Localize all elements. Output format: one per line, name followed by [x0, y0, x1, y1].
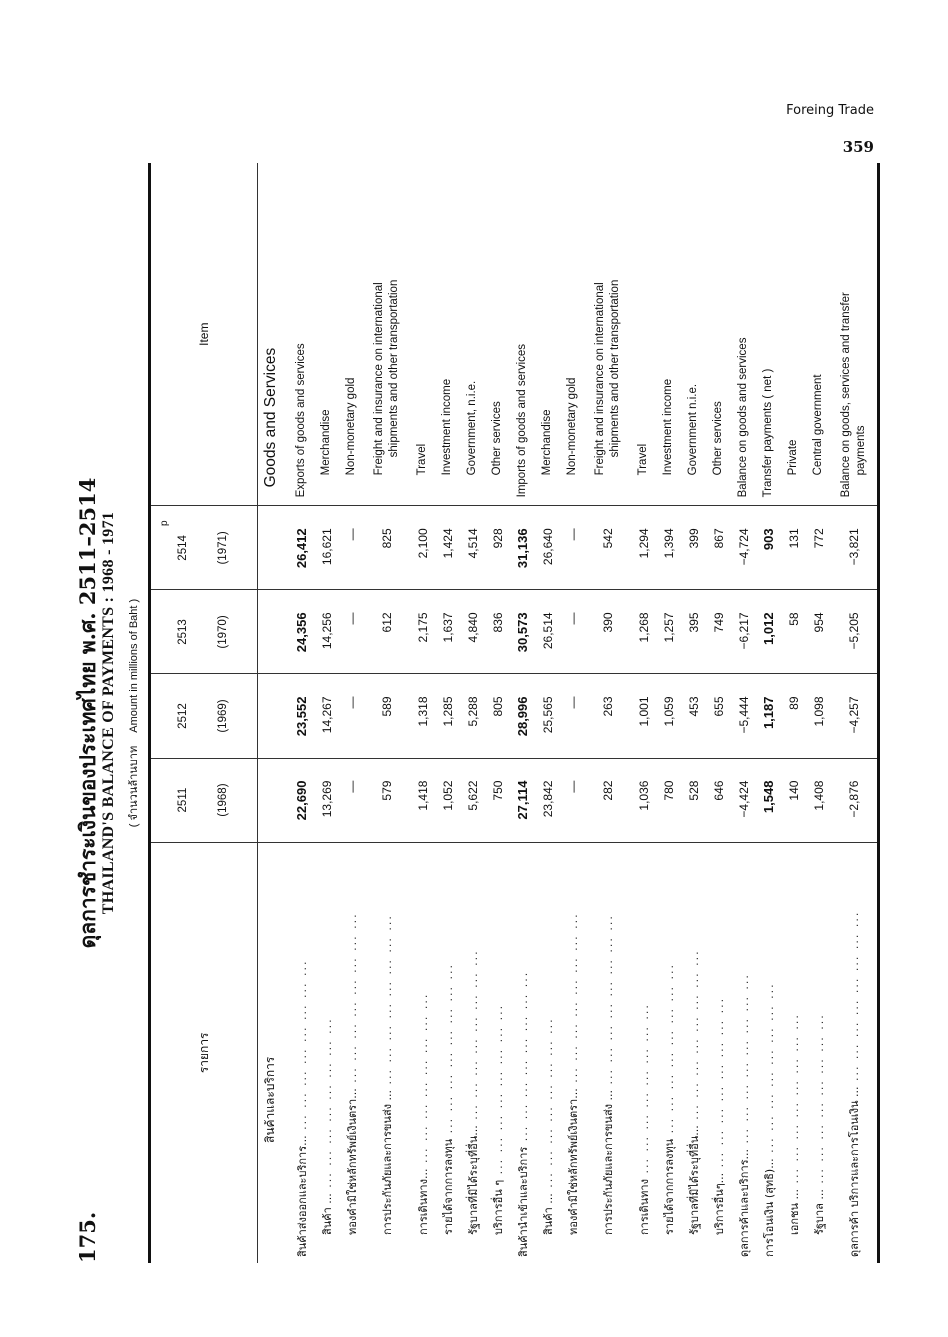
leader-dots: ... ... ... ... ... ... ... ...: [737, 973, 751, 1149]
value-cell: 612: [364, 590, 410, 674]
table-row: [460, 163, 485, 1263]
row-label-english-text: Government n.i.e.: [687, 383, 699, 476]
row-label-thai: [289, 842, 314, 1263]
value-cell: 58: [781, 590, 806, 674]
value-cell: 1,098: [806, 674, 831, 758]
value-cell: −4,424: [731, 758, 756, 842]
year-ad: (1971): [217, 531, 229, 565]
header-row: [150, 163, 258, 1263]
units-thai: ( จำนวนล้านบาท: [128, 745, 140, 828]
table-row: [756, 163, 781, 1263]
value-cell: 22,690: [289, 758, 314, 842]
balance-of-payments-table: [148, 163, 880, 1263]
value-cell: 2,175: [410, 590, 435, 674]
leader-dots: ... ... ... ... ... ... ... ...: [602, 914, 615, 1090]
value-cell: 528: [681, 758, 706, 842]
row-label-english-text: Freight and insurance on international: [373, 282, 385, 476]
table-row: [339, 163, 364, 1263]
row-label-english-text: Other services: [712, 401, 724, 476]
row-label-thai: [781, 842, 806, 1263]
value-cell: 31,136: [510, 506, 535, 590]
value-cell: 805: [485, 674, 510, 758]
leader-dots: ... ... ... ... ... ... ... ...: [416, 992, 430, 1169]
leader-dots: ... ... ... ... ... ... ... ...: [662, 962, 676, 1139]
value-cell: 1,059: [656, 674, 681, 758]
header-year: [150, 506, 258, 590]
row-label-english: [756, 163, 781, 506]
section-title-thai: สินค้าและบริการ: [258, 842, 289, 1263]
value-cell: 26,514: [535, 590, 560, 674]
row-label-thai-text: บริการอื่น ๆ: [491, 1179, 505, 1235]
row-label-thai: [314, 842, 339, 1263]
leader-dots: ... ... ... ... ... ... ... ...: [566, 912, 580, 1089]
value-cell: —: [560, 590, 585, 674]
row-label-english-text: Central government: [812, 374, 824, 476]
value-cell: —: [560, 674, 585, 758]
row-label-thai-text: สินค้านำเข้าและบริการ: [516, 1146, 530, 1257]
value-cell: 131: [781, 506, 806, 590]
section-title-english: Goods and Services: [262, 347, 279, 488]
row-label-english-continuation: shipments and other transportation: [388, 279, 400, 458]
row-label-english: [510, 163, 535, 506]
row-label-english: [781, 163, 806, 506]
leader-dots: ... ... ... ... ... ... ... ...: [812, 1013, 826, 1190]
value-cell: —: [339, 674, 364, 758]
value-cell: 1,318: [410, 674, 435, 758]
leader-dots: ... ... ... ... ... ... ... ...: [295, 959, 309, 1136]
row-label-thai: [510, 842, 535, 1263]
table-row: [585, 163, 631, 1263]
header-year: [150, 674, 258, 758]
row-label-thai: [485, 842, 510, 1263]
row-label-english-text: Government, n.i.e.: [466, 380, 478, 476]
value-cell: 825: [364, 506, 410, 590]
row-label-thai: [681, 842, 706, 1263]
row-label-thai: [806, 842, 831, 1263]
row-label-thai-text: บริการอื่นๆ...: [712, 1172, 726, 1235]
value-cell: 390: [585, 590, 631, 674]
table-row: [831, 163, 879, 1263]
value-cell: −3,821: [831, 506, 879, 590]
value-cell: 1,001: [631, 674, 656, 758]
year-be: 2511: [177, 787, 189, 813]
table-row: [410, 163, 435, 1263]
row-label-thai-text: ทองคำมิใช่หลักทรัพย์เงินตรา...: [566, 1088, 580, 1235]
value-cell: 1,268: [631, 590, 656, 674]
row-label-english-text: Exports of goods and services: [295, 343, 307, 498]
row-label-thai-text: ดุลการค้าและบริการ...: [737, 1148, 751, 1257]
row-label-english-text: Investment income: [441, 378, 453, 476]
row-label-english-text: Other services: [491, 401, 503, 476]
row-label-thai-text: สินค้า ...: [541, 1193, 555, 1235]
value-cell: 27,114: [510, 758, 535, 842]
value-cell: 1,418: [410, 758, 435, 842]
value-cell: −5,205: [831, 590, 879, 674]
row-label-english: [314, 163, 339, 506]
row-label-english: [681, 163, 706, 506]
row-label-english-text: Travel: [637, 443, 649, 476]
rotated-table-block: [60, 163, 880, 1263]
title-thai-text: ดุลการชำระเงินของประเทศไทย พ.ศ. 2511–2514: [75, 477, 100, 949]
row-label-english: [289, 163, 314, 506]
row-label-english-text: Balance on goods, services and transfer: [840, 292, 852, 498]
value-cell: 1,187: [756, 674, 781, 758]
value-cell: 14,256: [314, 590, 339, 674]
row-label-thai: [731, 842, 756, 1263]
year-be: 2513: [177, 619, 189, 645]
row-label-english-text: Travel: [416, 443, 428, 476]
value-cell: −5,444: [731, 674, 756, 758]
table-row: [706, 163, 731, 1263]
value-cell: 282: [585, 758, 631, 842]
table-row: [631, 163, 656, 1263]
row-label-english: [560, 163, 585, 506]
leader-dots: ... ... ... ... ... ... ... ...: [516, 970, 530, 1147]
row-label-english-text: Freight and insurance on international: [594, 282, 606, 476]
table-number: 175.: [75, 1211, 100, 1263]
row-label-english: [339, 163, 364, 506]
table-row: [535, 163, 560, 1263]
leader-dots: ... ... ... ... ... ... ... ...: [345, 912, 359, 1089]
table-row: [314, 163, 339, 1263]
leader-dots: ... ... ... ... ... ... ... ...: [787, 1013, 801, 1189]
table-row: [681, 163, 706, 1263]
value-cell: 542: [585, 506, 631, 590]
value-cell: 772: [806, 506, 831, 590]
leader-dots: ... ... ... ... ... ... ... ...: [491, 1003, 505, 1180]
table-row: [289, 163, 314, 1263]
leader-dots: ... ... ... ... ... ... ... ...: [441, 962, 455, 1139]
header-year: [150, 590, 258, 674]
value-cell: 23,552: [289, 674, 314, 758]
value-cell: 750: [485, 758, 510, 842]
value-cell: —: [560, 506, 585, 590]
leader-dots: ... ... ... ... ... ... ... ...: [848, 910, 861, 1087]
row-label-thai: [560, 842, 585, 1263]
value-cell: −6,217: [731, 590, 756, 674]
table-row: [656, 163, 681, 1263]
value-cell: 1,424: [435, 506, 460, 590]
section-row: [258, 163, 289, 1263]
table-row: [485, 163, 510, 1263]
row-label-thai: [339, 842, 364, 1263]
row-label-english: [410, 163, 435, 506]
value-cell: 5,288: [460, 674, 485, 758]
row-label-english: [485, 163, 510, 506]
year-be: 2512: [177, 703, 189, 729]
value-cell: 28,996: [510, 674, 535, 758]
value-cell: 1,548: [756, 758, 781, 842]
header-year: [150, 758, 258, 842]
row-label-english: [535, 163, 560, 506]
table-row: [731, 163, 756, 1263]
row-label-english-text: Merchandise: [320, 409, 332, 476]
value-cell: 453: [681, 674, 706, 758]
value-cell: 954: [806, 590, 831, 674]
value-cell: −4,724: [731, 506, 756, 590]
row-label-english-continuation: shipments and other transportation: [609, 279, 621, 458]
value-cell: 399: [681, 506, 706, 590]
value-cell: 1,294: [631, 506, 656, 590]
value-cell: 26,412: [289, 506, 314, 590]
leader-dots: ... ... ... ... ... ... ... ...: [687, 949, 701, 1126]
row-label-english-text: Transfer payments ( net ): [762, 368, 774, 498]
preliminary-flag: p: [159, 520, 170, 526]
row-label-thai-text: รัฐบาล ...: [812, 1189, 826, 1235]
row-label-thai-text: รายได้จากการลงทุน: [441, 1138, 455, 1235]
row-label-english-text: Merchandise: [541, 409, 553, 476]
leader-dots: ... ... ... ... ... ... ... ...: [466, 949, 480, 1126]
page-number: 359: [842, 138, 874, 156]
value-cell: 1,637: [435, 590, 460, 674]
row-label-english-text: Balance on goods and services: [737, 337, 749, 498]
value-cell: 1,012: [756, 590, 781, 674]
row-label-thai-text: ทองคำมิใช่หลักทรัพย์เงินตรา...: [345, 1088, 359, 1235]
value-cell: 1,036: [631, 758, 656, 842]
leader-dots: ... ... ... ... ... ... ... ...: [381, 914, 394, 1090]
value-cell: 589: [364, 674, 410, 758]
value-cell: —: [339, 590, 364, 674]
value-cell: 263: [585, 674, 631, 758]
row-label-thai: [410, 842, 435, 1263]
value-cell: −4,257: [831, 674, 879, 758]
row-label-thai-text: ดุลการค้า บริการและการโอนเงิน ...: [848, 1086, 861, 1257]
running-head: Foreing Trade: [786, 103, 874, 118]
value-cell: 780: [656, 758, 681, 842]
row-label-english: [364, 163, 410, 506]
row-label-thai-text: การประกันภัยและการขนส่ง ...: [602, 1089, 615, 1235]
value-cell: —: [560, 758, 585, 842]
row-label-thai: [364, 842, 410, 1263]
leader-dots: ... ... ... ... ... ... ... ...: [762, 982, 776, 1159]
value-cell: 2,100: [410, 506, 435, 590]
row-label-thai: [460, 842, 485, 1263]
year-ad: (1969): [217, 699, 229, 733]
row-label-thai-text: รัฐบาลที่มิได้ระบุที่อื่น...: [687, 1125, 701, 1235]
row-label-english: [806, 163, 831, 506]
row-label-english: [656, 163, 681, 506]
leader-dots: ... ... ... ... ... ... ... ...: [541, 1017, 555, 1194]
table-row: [560, 163, 585, 1263]
value-cell: 13,269: [314, 758, 339, 842]
leader-dots: ... ... ... ... ... ... ... ...: [712, 996, 726, 1173]
value-cell: 4,840: [460, 590, 485, 674]
value-cell: 1,052: [435, 758, 460, 842]
value-cell: —: [339, 758, 364, 842]
row-label-thai: [535, 842, 560, 1263]
value-cell: 903: [756, 506, 781, 590]
value-cell: 1,408: [806, 758, 831, 842]
table-row: [364, 163, 410, 1263]
year-ad: (1970): [217, 615, 229, 649]
value-cell: 1,285: [435, 674, 460, 758]
row-label-thai-text: การเดินทาง...: [416, 1168, 430, 1235]
value-cell: −2,876: [831, 758, 879, 842]
value-cell: 836: [485, 590, 510, 674]
row-label-thai: [585, 842, 631, 1263]
value-cell: 867: [706, 506, 731, 590]
row-label-english: [831, 163, 879, 506]
value-cell: 4,514: [460, 506, 485, 590]
table-title-english: THAILAND'S BALANCE OF PAYMENTS : 1968 - 1971: [100, 511, 117, 915]
row-label-thai: [831, 842, 879, 1263]
row-label-thai-text: รัฐบาลที่มิได้ระบุที่อื่น...: [466, 1125, 480, 1235]
row-label-english-text: Imports of goods and services: [516, 343, 528, 498]
row-label-english: [706, 163, 731, 506]
row-label-english: [631, 163, 656, 506]
header-item-thai: รายการ: [150, 842, 258, 1263]
row-label-english: [731, 163, 756, 506]
row-label-english-text: Private: [787, 439, 799, 476]
value-cell: 655: [706, 674, 731, 758]
row-label-english: [460, 163, 485, 506]
table-row: [435, 163, 460, 1263]
value-cell: 26,640: [535, 506, 560, 590]
row-label-thai-text: สินค้า ...: [320, 1193, 334, 1235]
row-label-thai: [756, 842, 781, 1263]
units-note: [124, 163, 142, 1263]
leader-dots: ... ... ... ... ... ... ... ...: [320, 1017, 334, 1194]
row-label-thai: [435, 842, 460, 1263]
table-row: [806, 163, 831, 1263]
value-cell: 23,842: [535, 758, 560, 842]
table-row: [510, 163, 535, 1263]
value-cell: 646: [706, 758, 731, 842]
value-cell: —: [339, 506, 364, 590]
header-item-english: Item: [197, 322, 211, 346]
row-label-thai: [631, 842, 656, 1263]
value-cell: 24,356: [289, 590, 314, 674]
row-label-thai-text: เอกชน ...: [787, 1189, 801, 1235]
value-cell: 579: [364, 758, 410, 842]
row-label-thai-text: รายได้จากการลงทุน: [662, 1138, 676, 1235]
value-cell: 30,573: [510, 590, 535, 674]
row-label-thai: [706, 842, 731, 1263]
value-cell: 16,621: [314, 506, 339, 590]
table-title-thai: [74, 163, 102, 1263]
row-label-english: [585, 163, 631, 506]
value-cell: 140: [781, 758, 806, 842]
row-label-english-text: Non-monetary gold: [566, 377, 578, 476]
year-be: 2514: [177, 535, 189, 561]
value-cell: 25,565: [535, 674, 560, 758]
value-cell: 1,257: [656, 590, 681, 674]
table-title-block: [60, 163, 148, 1263]
value-cell: 928: [485, 506, 510, 590]
row-label-thai-text: การประกันภัยและการขนส่ง ...: [381, 1089, 394, 1235]
row-label-thai: [656, 842, 681, 1263]
row-label-english: [435, 163, 460, 506]
row-label-thai-text: สินค้าส่งออกและบริการ...: [295, 1135, 309, 1257]
row-label-english-continuation: payments: [855, 425, 867, 476]
row-label-english-text: Investment income: [662, 378, 674, 476]
bottom-rule: [879, 163, 881, 1263]
table-row: [781, 163, 806, 1263]
value-cell: 1,394: [656, 506, 681, 590]
leader-dots: ... ... ... ... ... ... ... ...: [637, 1003, 651, 1180]
row-label-thai-text: การโอนเงิน (สุทธิ)...: [762, 1158, 776, 1257]
value-cell: 395: [681, 590, 706, 674]
value-cell: 89: [781, 674, 806, 758]
value-cell: 14,267: [314, 674, 339, 758]
value-cell: 5,622: [460, 758, 485, 842]
units-english: Amount in millions of Baht ): [128, 598, 140, 733]
year-ad: (1968): [217, 783, 229, 817]
row-label-english-text: Non-monetary gold: [345, 377, 357, 476]
row-label-thai-text: การเดินทาง: [637, 1179, 651, 1235]
value-cell: 749: [706, 590, 731, 674]
